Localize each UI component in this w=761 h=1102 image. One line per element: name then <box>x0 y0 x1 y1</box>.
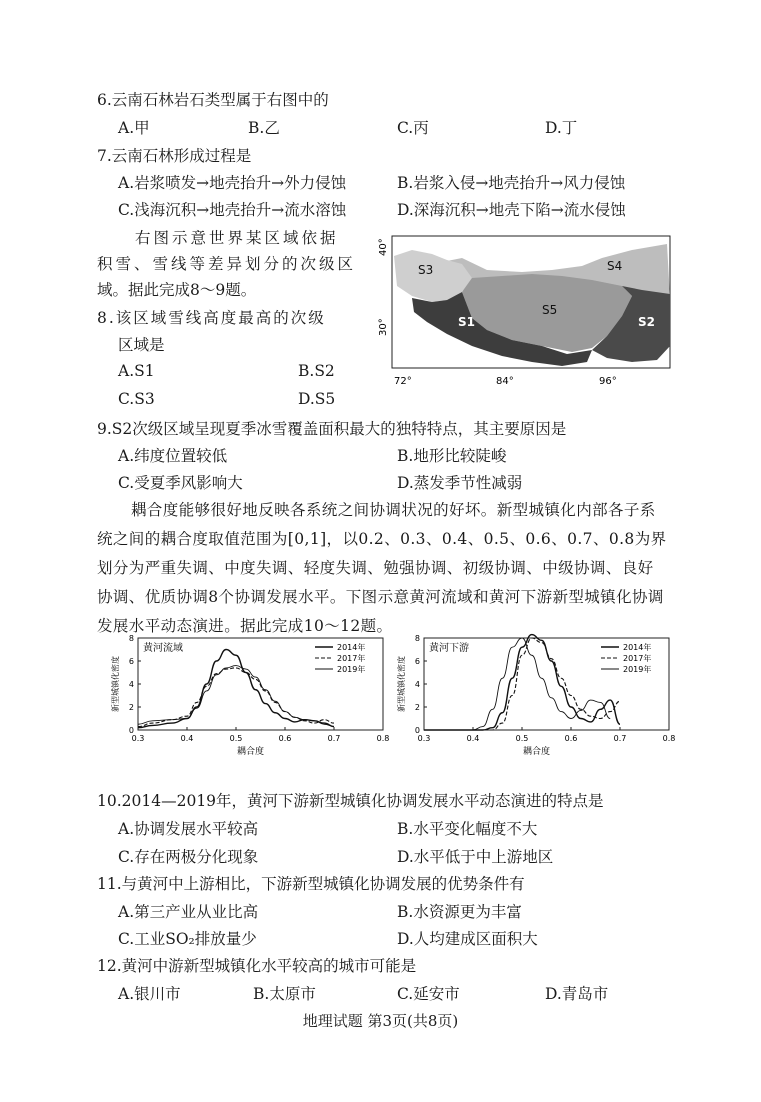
chart-title: 黄河流域 <box>143 643 183 654</box>
region-label-s1: S1 <box>458 315 475 329</box>
region-map-figure <box>380 236 670 388</box>
q10-option-d: D.水平低于中上游地区 <box>397 848 554 866</box>
q6-stem: 6.云南石林岩石类型属于右图中的 <box>97 91 329 109</box>
q8-stem-line-2: 区域是 <box>118 336 165 354</box>
chart-lower-svg <box>386 630 676 755</box>
q12-option-d: D.青岛市 <box>545 985 609 1003</box>
x-tick-label: 0.7 <box>613 734 627 743</box>
y-tick-label: 8 <box>414 634 420 643</box>
q11-option-c: C.工业SO₂排放量少 <box>118 930 257 948</box>
x-tick-label: 0.4 <box>466 734 480 743</box>
intro-8-9-line-2: 积雪、雪线等差异划分的次级区 <box>97 255 357 273</box>
lat-label-40: 40° <box>378 238 389 256</box>
y-tick-label: 8 <box>128 634 134 643</box>
series-line-2014年 <box>138 650 334 728</box>
q7-option-d: D.深海沉积→地壳下陷→流水侵蚀 <box>397 201 626 219</box>
page-footer: 地理试题 第3页(共8页) <box>302 1012 459 1030</box>
legend-label: 2019年 <box>337 665 366 674</box>
series-line-2019年 <box>138 666 334 727</box>
y-tick-label: 2 <box>414 703 420 712</box>
q11-option-d: D.人均建成区面积大 <box>397 930 538 948</box>
q9-option-b: B.地形比较陡峻 <box>397 447 507 465</box>
q8-option-b: B.S2 <box>298 362 335 380</box>
q10-option-c: C.存在两极分化现象 <box>118 848 259 866</box>
legend-label: 2019年 <box>623 665 652 674</box>
y-tick-label: 6 <box>414 657 420 666</box>
x-tick-label: 0.6 <box>278 734 292 743</box>
chart-title: 黄河下游 <box>429 643 469 654</box>
lon-label-72: 72° <box>394 376 412 387</box>
q8-option-c: C.S3 <box>118 390 155 408</box>
q6-option-a: A.甲 <box>118 119 150 137</box>
legend-label: 2014年 <box>623 643 652 652</box>
q11-option-a: A.第三产业从业比高 <box>118 903 259 921</box>
q7-option-a: A.岩浆喷发→地壳抬升→外力侵蚀 <box>118 174 347 192</box>
lon-label-96: 96° <box>599 376 617 387</box>
legend-label: 2014年 <box>337 643 366 652</box>
x-tick-label: 0.5 <box>229 734 243 743</box>
lat-label-30: 30° <box>378 318 389 336</box>
x-tick-label: 0.7 <box>327 734 341 743</box>
x-axis-label: 耦合度 <box>236 747 265 757</box>
q9-option-d: D.蒸发季节性减弱 <box>397 474 523 492</box>
q11-option-b: B.水资源更为丰富 <box>397 903 522 921</box>
legend-label: 2017年 <box>623 654 652 663</box>
chart-yellow-river-basin <box>100 630 390 755</box>
q10-option-b: B.水平变化幅度不大 <box>397 820 538 838</box>
q7-option-c: C.浅海沉积→地壳抬升→流水溶蚀 <box>118 201 347 219</box>
q9-option-c: C.受夏季风影响大 <box>118 474 243 492</box>
y-tick-label: 2 <box>128 703 134 712</box>
region-label-s4: S4 <box>607 259 623 273</box>
intro-8-9-line-1: 右图示意世界某区域依据 <box>135 229 339 247</box>
series-line-2017年 <box>138 668 334 727</box>
x-tick-label: 0.8 <box>662 734 676 743</box>
x-tick-label: 0.3 <box>131 734 145 743</box>
y-tick-label: 0 <box>414 726 420 735</box>
y-tick-label: 6 <box>128 657 134 666</box>
legend-label: 2017年 <box>337 654 366 663</box>
y-tick-label: 4 <box>128 680 134 689</box>
y-tick-label: 4 <box>414 680 420 689</box>
region-label-s3: S3 <box>418 263 434 277</box>
y-axis-label: 新型城镇化密度 <box>111 656 120 712</box>
q11-stem: 11.与黄河中上游相比，下游新型城镇化协调发展的优势条件有 <box>97 875 525 893</box>
lon-label-84: 84° <box>496 376 514 387</box>
x-tick-label: 0.4 <box>180 734 194 743</box>
q10-stem: 10.2014—2019年，黄河下游新型城镇化协调发展水平动态演进的特点是 <box>97 792 604 810</box>
q8-option-d: D.S5 <box>298 390 336 408</box>
q10-option-a: A.协调发展水平较高 <box>118 820 259 838</box>
intro-8-9-line-3: 域。据此完成8～9题。 <box>97 281 257 299</box>
q6-option-b: B.乙 <box>248 119 280 137</box>
chart-lower-yellow-river <box>386 630 676 755</box>
q12-stem: 12.黄河中游新型城镇化水平较高的城市可能是 <box>97 957 417 975</box>
region-label-s2: S2 <box>638 315 655 329</box>
region-map <box>380 236 670 388</box>
q12-option-c: C.延安市 <box>397 985 460 1003</box>
x-tick-label: 0.6 <box>564 734 578 743</box>
intro-10-12: 耦合度能够很好地反映各系统之间协调状况的好坏。新型城镇化内部各子系统之间的耦合度取值范围为[0,1]，以0.2、0.3、0.4、0.5、0.6、0.7、0.8为界划分为严重失调、中度失调、轻度失调、勉强协调、初级协调、中级协调、良好协调、优质协调8个协调发展水平。下图示意黄河流域和黄河下游新型城镇化协调发展水平动态演进。据此完成10～12题。 <box>97 501 667 635</box>
q9-option-a: A.纬度位置较低 <box>118 447 228 465</box>
x-tick-label: 0.3 <box>417 734 431 743</box>
x-tick-label: 0.5 <box>515 734 529 743</box>
q6-option-d: D.丁 <box>545 119 578 137</box>
q12-option-b: B.太原市 <box>253 985 316 1003</box>
chart-basin-svg <box>100 630 390 755</box>
q6-option-c: C.丙 <box>397 119 429 137</box>
y-tick-label: 0 <box>128 726 134 735</box>
q7-stem: 7.云南石林形成过程是 <box>97 147 252 165</box>
x-axis-label: 耦合度 <box>522 747 551 757</box>
y-axis-label: 新型城镇化密度 <box>397 656 406 712</box>
q8-stem-line-1: 8.该区域雪线高度最高的次级 <box>97 309 326 327</box>
q12-option-a: A.银川市 <box>118 985 181 1003</box>
q7-option-b: B.岩浆入侵→地壳抬升→风力侵蚀 <box>397 174 626 192</box>
q9-stem: 9.S2次级区域呈现夏季冰雪覆盖面积最大的独特特点，其主要原因是 <box>97 420 567 438</box>
q8-option-a: A.S1 <box>118 362 155 380</box>
x-tick-label: 0.8 <box>376 734 390 743</box>
region-label-s5: S5 <box>542 303 558 317</box>
